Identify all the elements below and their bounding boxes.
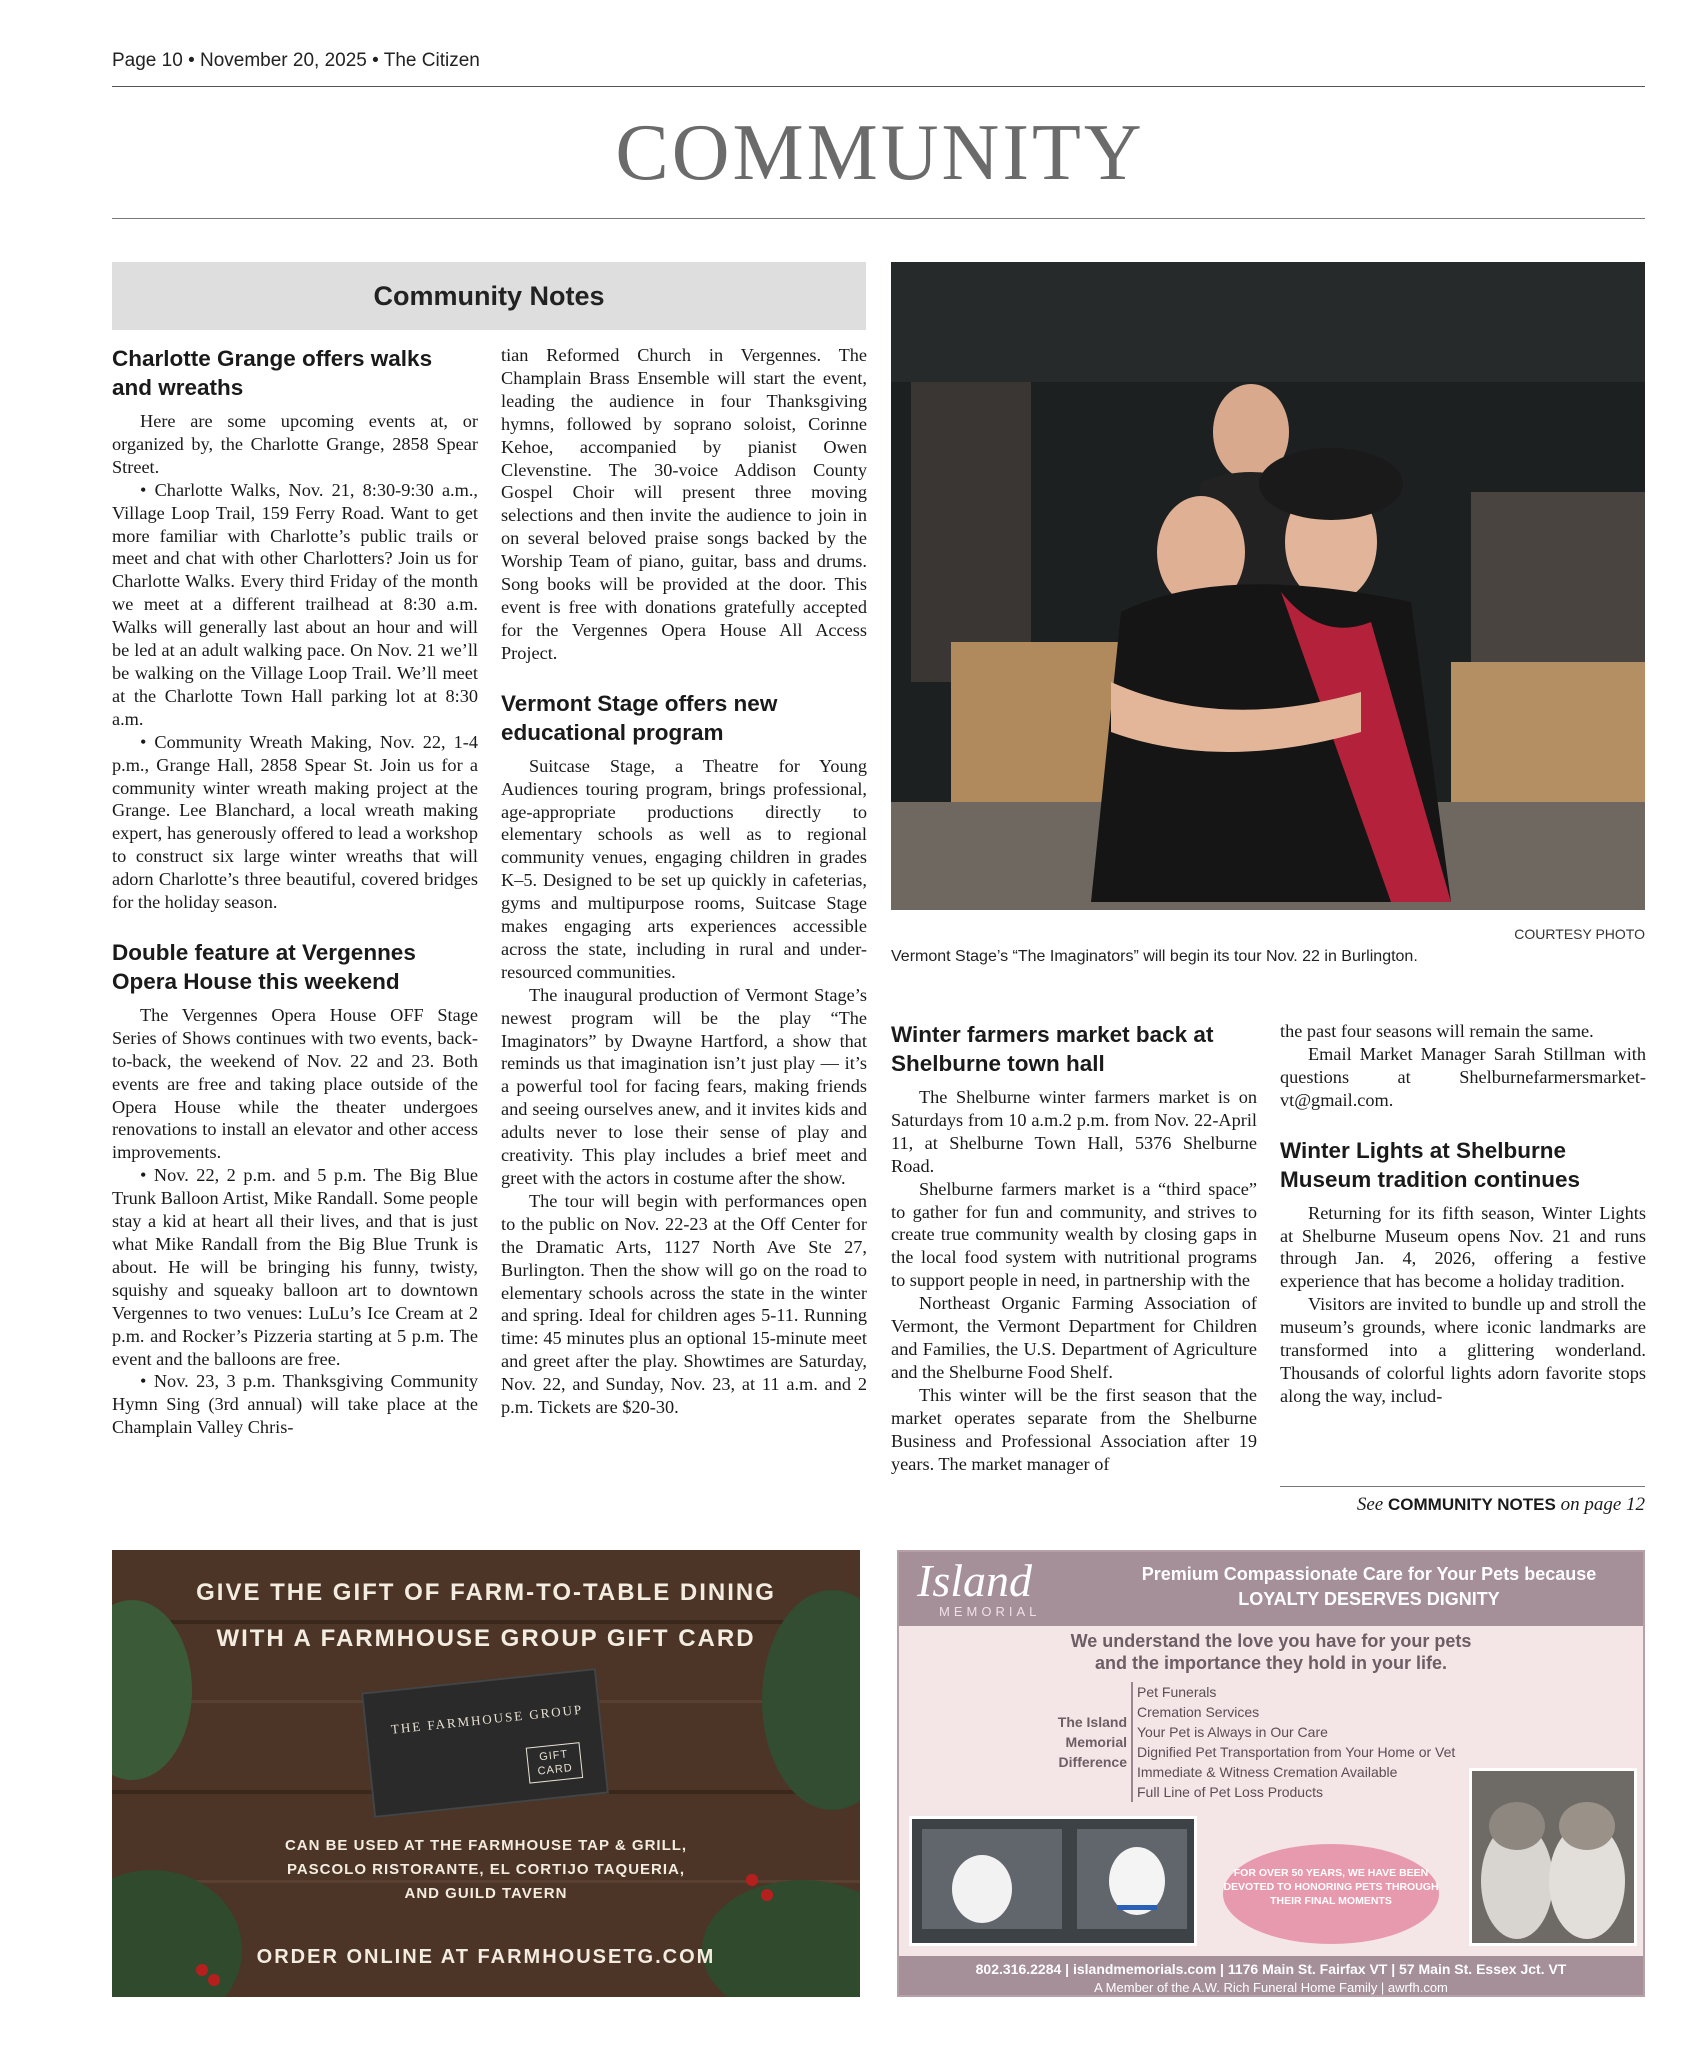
- service-item: Full Line of Pet Loss Products: [1137, 1784, 1323, 1800]
- top-rule: [112, 86, 1645, 87]
- headline-winter-lights: Winter Lights at Shelburne Museum tradition continues: [1280, 1137, 1581, 1192]
- jump-rule: [1280, 1486, 1645, 1487]
- column-3: [891, 1020, 1257, 1475]
- farmers-paragraph-continued: the past four seasons will remain the same.: [1280, 1021, 1594, 1041]
- island-logo: Island: [917, 1555, 1032, 1606]
- headline-farmers-market: Winter farmers market back at Shelburne town hall: [891, 1022, 1214, 1076]
- photo-illustration: [891, 262, 1645, 910]
- headline-vergennes: Double feature at Vergennes Opera House this weekend: [112, 939, 416, 994]
- grange-paragraph: • Community Wreath Making, Nov. 22, 1-4 p.m., Grange Hall, 2858 Spear St. Join us for a community winter wreath making project at the Grange. Lee Blanchard, a local wreath making expert, has generously offered to lead a workshop to construct six large winter wreaths that will adorn Charlotte’s three beautiful, covered bridges for the holiday season.: [112, 731, 478, 913]
- service-item: Immediate & Witness Cremation Available: [1137, 1764, 1398, 1780]
- service-item: Dignified Pet Transportation from Your Home or Vet: [1137, 1744, 1456, 1760]
- lights-paragraph: Returning for its fifth season, Winter Lights at Shelburne Museum opens Nov. 21 and runs through Jan. 4, 2026, offering a festive experience that has become a holiday tradition.: [1280, 1202, 1646, 1292]
- vtstage-paragraph: Suitcase Stage, a Theatre for Young Audiences touring program, brings professional, age-appropriate productions directly to elementary schools as well as to regional community venues, engaging children in grades K–5. Designed to be set up quickly in cafeterias, gyms and multipurpose rooms, Suitcase Stage makes engaging arts experiences accessible across the state, including in rural and under-resourced communities.: [501, 755, 867, 982]
- farmhouse-ad[interactable]: [112, 1550, 860, 1997]
- cats-photo: [1469, 1768, 1637, 1946]
- ad-footer: [899, 1956, 1643, 1997]
- vtstage-paragraph: The tour will begin with performances open to the public on Nov. 22-23 at the Off Center for the Dramatic Arts, 1127 North Ave Ste 27, Burlington. Then the show will go on the road to elementary schools across the state in the winter and spring. Ideal for children ages 5-11. Running time: 45 minutes plus an optional 15-minute meet and greet after the play. Showtimes are Saturday, Nov. 22, and Sunday, Nov. 23, at 11 a.m. and 2 p.m. Tickets are $20-30.: [501, 1190, 867, 1418]
- island-logo-sub: MEMORIAL: [939, 1604, 1041, 1619]
- section-rule: [112, 218, 1645, 219]
- service-item: Your Pet is Always in Our Care: [1137, 1724, 1328, 1740]
- column-2: [501, 344, 867, 1419]
- contact-line[interactable]: 802.316.2284 | islandmemorials.com | 1176 Main St. Fairfax VT | 57 Main St. Essex Jct. VT: [975, 1961, 1567, 1977]
- farmhouse-venues: CAN BE USED AT THE FARMHOUSE TAP & GRILL, PASCOLO RISTORANTE, EL CORTIJO TAQUERIA, AND GUILD TAVERN: [284, 1837, 688, 1902]
- folio-line: Page 10 • November 20, 2025 • The Citizen: [112, 50, 480, 71]
- farmers-paragraph: Northeast Organic Farming Association of Vermont, the Vermont Department for Children and Families, the U.S. Department of Agriculture and the Shelburne Food Shelf.: [891, 1293, 1257, 1382]
- headline-vermont-stage: Vermont Stage offers new educational program: [501, 690, 778, 745]
- lights-paragraph: Visitors are invited to bundle up and stroll the museum’s grounds, where iconic landmarks are transformed into a glittering wonderland. Thousands of colorful lights adorn favorite stops along the way, includ-: [1280, 1294, 1646, 1406]
- farmers-paragraph: Shelburne farmers market is a “third space” to gather for fun and community, and strives to create true community wealth by closing gaps in the local food system with nutritional programs to support people in need, in partnership with the: [891, 1178, 1257, 1291]
- service-item: Cremation Services: [1137, 1704, 1260, 1720]
- grange-paragraph: Here are some upcoming events at, or organized by, the Charlotte Grange, 2858 Spear Street.: [112, 411, 478, 477]
- farmhouse-order-link[interactable]: ORDER ONLINE AT FARMHOUSETG.COM: [256, 1946, 716, 1968]
- service-item: Pet Funerals: [1137, 1684, 1217, 1700]
- jump-see: See: [1356, 1494, 1384, 1515]
- jump-page: on page 12: [1560, 1494, 1645, 1515]
- vergennes-paragraph: • Nov. 23, 3 p.m. Thanksgiving Community Hymn Sing (3rd annual) will take place at the Champlain Valley Chris-: [112, 1371, 478, 1438]
- card-brand: THE FARMHOUSE GROUP: [390, 1701, 584, 1737]
- island-difference: The Island Memorial Difference: [1057, 1714, 1127, 1770]
- jump-line[interactable]: [1280, 1494, 1645, 1516]
- vtstage-paragraph: The inaugural production of Vermont Stage’s newest program will be the play “The Imaginators” by Dwayne Hartford, a show that reminds us that imagination isn’t just play — it’s a powerful tool for facing fears, making friends and seeing ourselves anew, and it invites kids and adults never to lose their sense of play and creativity. This play includes a brief meet and greet with the actors in costume after the show.: [501, 984, 867, 1188]
- photo-caption: Vermont Stage’s “The Imaginators” will begin its tour Nov. 22 in Burlington.: [891, 948, 1418, 965]
- vergennes-paragraph: The Vergennes Opera House OFF Stage Series of Shows continues with two events, back-to-back, the weekend of Nov. 22 and 23. Both events are free and taking place outside of the Opera House while the theater undergoes renovations to install an elevator and other access improvements.: [112, 1004, 478, 1163]
- gift-card: [361, 1668, 609, 1818]
- farmers-paragraph: This winter will be the first season that the market operates separate from the Shelburne Business and Professional Association after 19 years. The market manager of: [891, 1384, 1257, 1474]
- fifty-years-badge: FOR OVER 50 YEARS, WE HAVE BEEN DEVOTED TO HONORING PETS THROUGH THEIR FINAL MOMENTS: [1223, 1844, 1439, 1944]
- island-tagline: We understand the love you have for your pets and the importance they hold in your life.: [1070, 1631, 1472, 1673]
- photo-credit: COURTESY PHOTO: [1514, 926, 1645, 942]
- vergennes-paragraph-continued: tian Reformed Church in Vergennes. The Champlain Brass Ensemble will start the event, leading the audience in four Thanksgiving hymns, followed by soprano soloist, Corinne Kehoe, accompanied by pianist Owen Clevenstine. The 30-voice Addison County Gospel Choir will present three moving selections and then invite the audience to join in on several beloved praise songs backed by the Worship Team of piano, guitar, bass and drums. Song books will be provided at the door. This event is free with donations gratefully accepted for the Vergennes Opera House All Access Project.: [501, 345, 867, 663]
- farmers-paragraph: The Shelburne winter farmers market is on Saturdays from 10 a.m.2 p.m. from Nov. 22-April 11, at Shelburne Town Hall, 5376 Shelburne Road.: [891, 1087, 1257, 1176]
- island-memorial-ad[interactable]: [897, 1550, 1645, 1997]
- column-4: [1280, 1020, 1646, 1408]
- section-title: COMMUNITY: [615, 109, 1145, 197]
- card-gift-label: GIFT CARD: [526, 1742, 583, 1783]
- ad-header-bar: [899, 1552, 1643, 1626]
- affiliation-line: A Member of the A.W. Rich Funeral Home Family | awrfh.com: [1094, 1980, 1448, 1995]
- farmers-paragraph: Email Market Manager Sarah Stillman with questions at Shelburnefarmersmarket-vt@gmail.com.: [1280, 1043, 1646, 1110]
- column-1: [112, 344, 478, 1439]
- imaginators-photo: [891, 262, 1645, 910]
- jump-label: COMMUNITY NOTES: [1388, 1495, 1556, 1514]
- community-notes-banner: Community Notes: [112, 262, 866, 330]
- vergennes-paragraph: • Nov. 22, 2 p.m. and 5 p.m. The Big Blue Trunk Balloon Artist, Mike Randall. Some people stay a kid at heart all their lives, and that is just what Mike Randall from the Big Blue Trunk is about. He will be bringing his funny, twisty, squishy and squeaky balloon art to downtown Vergennes to two venues: LuLu’s Ice Cream at 2 p.m. and Rocker’s Pizzeria starting at 5 p.m. The event and the balloons are free.: [112, 1165, 478, 1369]
- services-list: [1131, 1682, 1455, 1802]
- island-headline: Premium Compassionate Care for Your Pets because LOYALTY DESERVES DIGNITY: [1141, 1564, 1597, 1609]
- dog-photo: [909, 1816, 1197, 1946]
- farmhouse-headline: GIVE THE GIFT OF FARM-TO-TABLE DINING WITH A FARMHOUSE GROUP GIFT CARD: [196, 1579, 776, 1652]
- headline-grange: Charlotte Grange offers walks and wreaths: [112, 346, 433, 400]
- grange-paragraph: • Charlotte Walks, Nov. 21, 8:30-9:30 a.m., Village Loop Trail, 159 Ferry Road. Want to get more familiar with Charlotte’s public trails or meet and chat with other Charlotters? Join us for Charlotte Walks. Every third Friday of the month we meet at a different trailhead at 8:30 a.m. Walks will generally last about an hour and will be led at an adult walking pace. On Nov. 21 we’ll be walking on the Village Loop Trail. We’ll meet at the Charlotte Town Hall parking lot at 8:30 a.m.: [112, 479, 478, 729]
